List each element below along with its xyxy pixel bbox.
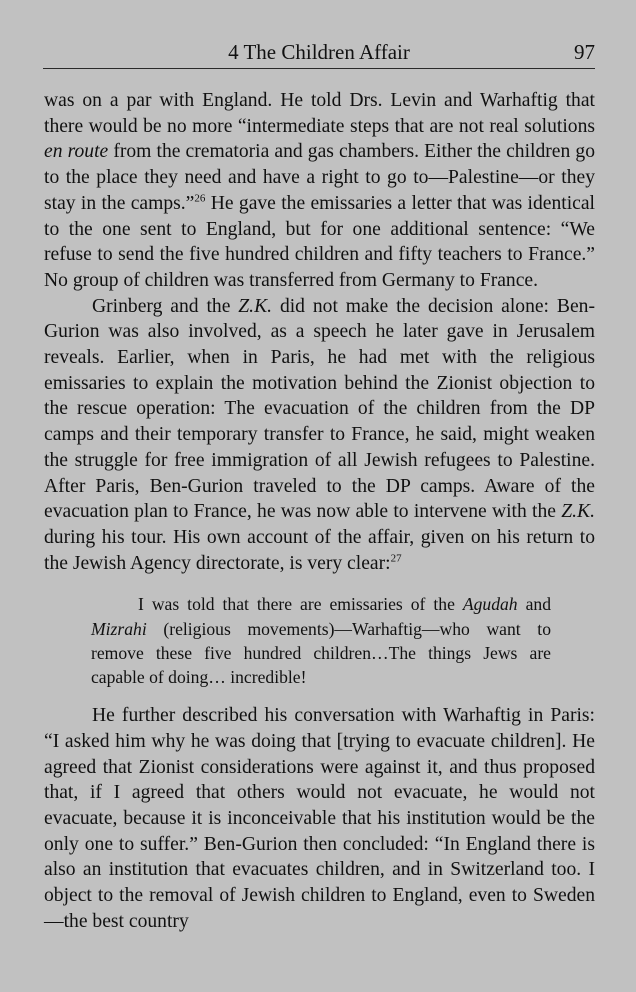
block-quote: [91, 592, 551, 689]
italic-term: Z.K.: [561, 501, 595, 523]
footnote-ref: 27: [390, 552, 402, 565]
footnote-ref: 26: [194, 192, 206, 205]
italic-term: Agudah: [462, 594, 518, 615]
italic-term: Z.K.: [238, 295, 273, 317]
block-quote-text: I was told that there are emissaries of the Agudah and Mizrahi (religious movements)—Warhaftig—who want to remove these five hundred children…The things Jews are capable of doing… incredible!: [91, 594, 551, 687]
chapter-title: 4 The Children Affair: [228, 40, 410, 64]
paragraph: Grinberg and the Z.K. did not make the decision alone: Ben-Gurion was also involved, as a speech he later gave in Jerusalem reveals. Earlier, when in Paris, he had met with the religious emissaries to explain the motivation behind the Zionist objection to the rescue operation: The evacuation of the children from the DP camps and their temporary transfer to France, he said, might weaken the struggle for free immigration of all Jewish refugees to Palestine. After Paris, Ben-Gurion traveled to the DP camps. Aware of the evacuation plan to France, he was now able to intervene with the Z.K. during his tour. His own account of the affair, given on his return to the Jewish Agency directorate, is very clear:$^{27}$: [44, 295, 595, 574]
paragraph: was on a par with England. He told Drs. Levin and Warhaftig that there would be no more “intermediate steps that are not real solutions en route from the crematoria and gas chambers. Either the children go to the place they need and have a right to go to—Palestine—or they stay in the camps.”$^{26}$ He gave the emissaries a letter that was identical to the one sent to England, but for one additional sentence: “We refuse to send the five hundred children and fifty teachers to France.” No group of children was transferred from Germany to France.: [44, 90, 596, 291]
italic-term: en route: [44, 141, 109, 163]
italic-term: Mizrahi: [91, 618, 147, 639]
paragraph: He further described his conversation with Warhaftig in Paris: “I asked him why he was doing that [trying to evacuate children]. He agreed that Zionist considerations were against it, and thus proposed that, if I agreed that others would not evacuate, he would not evacuate, because it is inconceivable that his institution would be the only one to suffer.” Ben-Gurion then concluded: “In England there is also an institution that evacuates children, and in Switzerland too. I object to the removal of Jewish children to England, even to Sweden—the best country: [44, 705, 595, 932]
running-header: [43, 36, 595, 69]
page-number: 97: [574, 40, 595, 64]
body-text: [44, 88, 595, 935]
